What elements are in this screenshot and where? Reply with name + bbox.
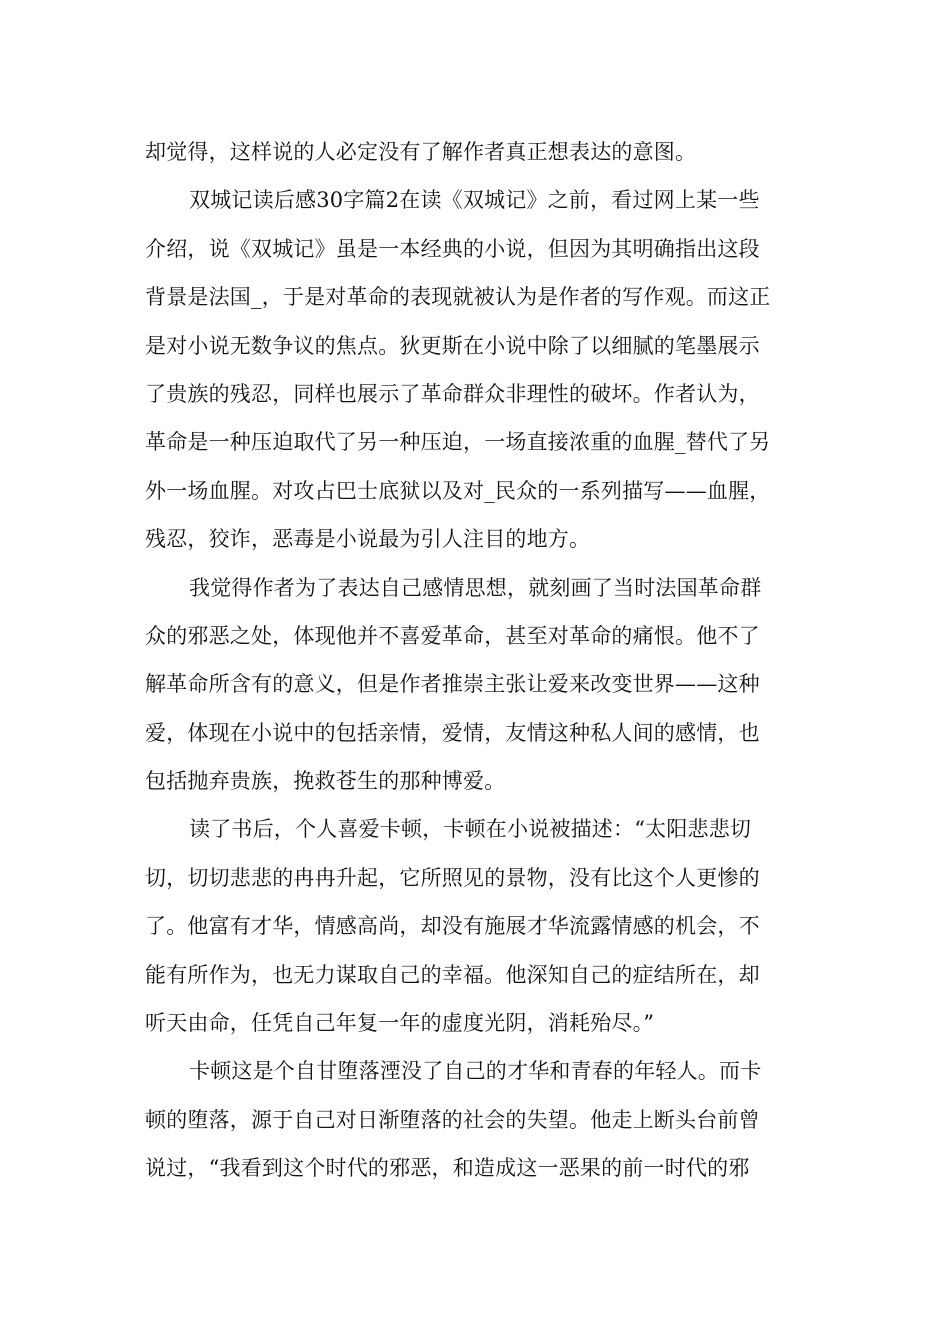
text-line: 是对小说无数争议的焦点。狄更斯在小说中除了以细腻的笔墨展示 — [145, 333, 760, 358]
text-line: 众的邪恶之处，体现他并不喜爱革命，甚至对革命的痛恨。他不了 — [145, 623, 760, 648]
text-line: 背景是法国_，于是对革命的表现就被认为是作者的写作观。而这正 — [145, 285, 771, 310]
text-line: 爱，体现在小说中的包括亲情，爱情，友情这种私人间的感情，也 — [145, 720, 760, 745]
text-line: 读了书后，个人喜爱卡顿，卡顿在小说被描述：“太阳悲悲切 — [189, 817, 752, 842]
text-line: 解革命所含有的意义，但是作者推崇主张让爱来改变世界——这种 — [145, 672, 760, 697]
text-line: 了贵族的残忍，同样也展示了革命群众非理性的破坏。作者认为， — [145, 381, 760, 406]
text-line: 残忍，狡诈，恶毒是小说最为引人注目的地方。 — [145, 527, 591, 552]
text-line: 我觉得作者为了表达自己感情思想，就刻画了当时法国革命群 — [189, 575, 762, 600]
paragraph — [145, 1047, 807, 1192]
text-line: 说过，“我看到这个时代的邪恶，和造成这一恶果的前一时代的邪 — [145, 1156, 750, 1181]
text-line: 却觉得，这样说的人必定没有了解作者真正想表达的意图。 — [145, 140, 697, 164]
paragraph — [145, 564, 807, 806]
text-line: 听天由命，任凭自己年复一年的虚度光阴，消耗殆尽。” — [145, 1011, 655, 1036]
text-line: 介绍，说《双城记》虽是一本经典的小说，但因为其明确指出这段 — [145, 236, 760, 261]
document-body — [145, 128, 807, 1193]
paragraph — [145, 805, 807, 1047]
text-line: 包括抛弃贵族，挽救苍生的那种博爱。 — [145, 769, 506, 794]
text-line: 切，切切悲悲的冉冉升起，它所照见的景物，没有比这个人更惨的 — [145, 865, 760, 890]
text-line: 革命是一种压迫取代了另一种压迫，一场直接浓重的血腥_替代了另 — [145, 430, 771, 455]
text-line: 双城记读后感30字篇2在读《双城记》之前，看过网上某一些 — [189, 188, 760, 213]
paragraph — [145, 176, 807, 563]
paragraph — [145, 128, 807, 176]
text-line: 能有所作为，也无力谋取自己的幸福。他深知自己的症结所在，却 — [145, 962, 760, 987]
text-line: 了。他富有才华，情感高尚，却没有施展才华流露情感的机会，不 — [145, 914, 760, 939]
text-line: 外一场血腥。对攻占巴士底狱以及对_民众的一系列描写——血腥， — [145, 478, 771, 503]
text-line: 顿的堕落，源于自己对日渐堕落的社会的失望。他走上断头台前曾 — [145, 1107, 760, 1132]
text-line: 卡顿这是个自甘堕落湮没了自己的才华和青春的年轻人。而卡 — [189, 1059, 762, 1084]
